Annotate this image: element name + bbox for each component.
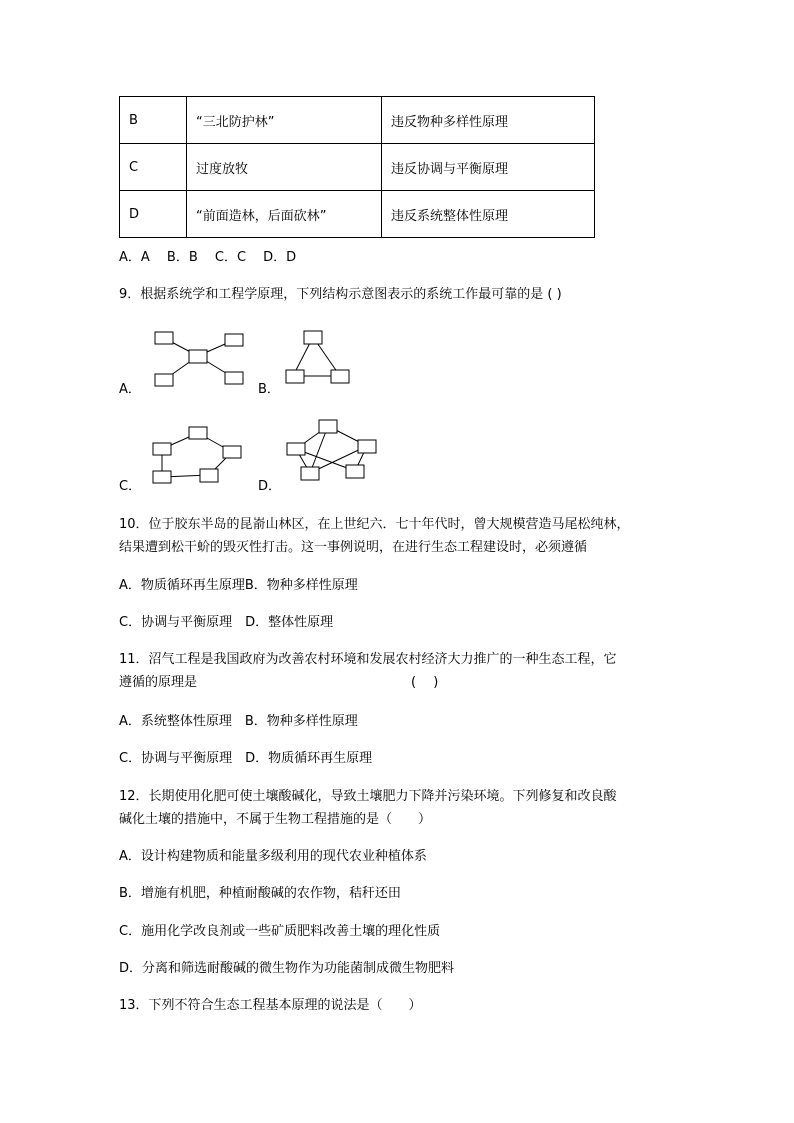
q10-options-2: C．协调与平衡原理 D．整体性原理 (119, 615, 334, 630)
star-structure-diagram (150, 328, 250, 390)
q12-option-a: A．设计构建物质和能量多级利用的现代农业种植体系 (119, 849, 427, 864)
q12-line2: 碱化土壤的措施中，不属于生物工程措施的是（ ） (119, 812, 432, 827)
q12-option-d: D．分离和筛选耐酸碱的微生物作为功能菌制成微生物肥料 (119, 961, 455, 976)
q11-options-2: C．协调与平衡原理 D．物质循环再生原理 (119, 751, 373, 766)
table-cell-item: 过度放牧 (187, 144, 382, 191)
table-cell-item: “三北防护林” (187, 97, 382, 144)
options-table (119, 96, 595, 238)
table-cell-letter: C (120, 144, 187, 191)
q8-options: A．A B．B C．C D．D (119, 250, 297, 265)
q9-label-a: A． (119, 382, 141, 397)
table-cell-principle: 违反物种多样性原理 (382, 97, 595, 144)
table-cell-principle: 违反系统整体性原理 (382, 191, 595, 238)
q13-stem: 13．下列不符合生态工程基本原理的说法是（ ） (119, 998, 422, 1013)
mesh-structure-diagram (282, 418, 382, 484)
chain-structure-diagram (150, 423, 250, 485)
table-cell-item: “前面造林，后面砍林” (187, 191, 382, 238)
q11-options-1: A．系统整体性原理 B．物种多样性原理 (119, 714, 358, 729)
table-cell-letter: B (120, 97, 187, 144)
q9-label-b: B． (258, 382, 280, 397)
table-row (120, 97, 595, 144)
q10-line1: 10．位于胶东半岛的昆嵛山林区，在上世纪六．七十年代时，曾大规模营造马尾松纯林， (119, 517, 630, 532)
q12-option-b: B．增施有机肥，种植耐酸碱的农作物，秸秆还田 (119, 886, 401, 901)
q11-line1: 11．沼气工程是我国政府为改善农村环境和发展农村经济大力推广的一种生态工程，它 (119, 652, 617, 667)
q9-label-d: D． (258, 479, 282, 494)
table-cell-principle: 违反协调与平衡原理 (382, 144, 595, 191)
q11-answer-paren: ( ) (411, 675, 439, 690)
table-row (120, 191, 595, 238)
q10-line2: 结果遭到松干蚧的毁灭性打击。这一事例说明，在进行生态工程建设时，必须遵循 (119, 540, 588, 555)
table-cell-letter: D (120, 191, 187, 238)
q10-options-1: A．物质循环再生原理B．物种多样性原理 (119, 578, 358, 593)
triangle-structure-diagram (282, 328, 357, 388)
q12-line1: 12．长期使用化肥可使土壤酸碱化，导致土壤肥力下降并污染环境。下列修复和改良酸 (119, 789, 617, 804)
q11-line2: 遵循的原理是 (119, 675, 198, 690)
table-row (120, 144, 595, 191)
q12-option-c: C．施用化学改良剂或一些矿质肥料改善土壤的理化性质 (119, 924, 441, 939)
q9-label-c: C． (119, 479, 142, 494)
q9-stem: 9．根据系统学和工程学原理，下列结构示意图表示的系统工作最可靠的是 ( ) (119, 287, 562, 302)
